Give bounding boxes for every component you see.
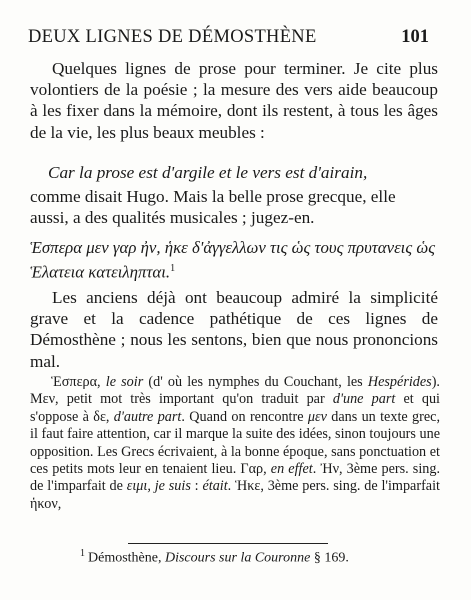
- note-segment: dans un texte grec, il faut faire attention, car il marque la suite des idées, sinon toujours une opposition. Les Grecs écrivaient, à la bonne époque, sans ponctuation et ces petits mots leur en tenaient lieu. Γαρ,: [30, 408, 440, 478]
- note-segment: était: [202, 478, 228, 495]
- paragraph-3: [30, 287, 438, 372]
- running-title: DEUX LIGNES DE DÉMOSTHÈNE: [28, 27, 317, 47]
- note-segment: Hespérides: [367, 374, 432, 390]
- note-segment: . Ἡκε, 3ème pers. sing. de l'imparfait ἡκον,: [30, 478, 440, 512]
- note-segment: le soir: [105, 374, 144, 390]
- note-segment: d'une part: [332, 391, 396, 408]
- footnote: [80, 548, 460, 567]
- note-segment: :: [190, 478, 203, 495]
- footnote-divider: [128, 543, 328, 544]
- note-segment: . Ἠν, 3ème pers. sing. de l'imparfait de: [30, 461, 440, 495]
- note-segment: en effet: [270, 461, 313, 478]
- paragraph-2: comme disait Hugo. Mais la belle prose grecque, elle aussi, a des qualités musicales ; jugez-en.: [30, 187, 396, 228]
- note-segment: . Quand on rencontre: [181, 408, 308, 425]
- greek-passage: [30, 237, 438, 283]
- paragraph-3-text: Les anciens déjà ont beaucoup admiré la simplicité grave et la cadence pathétique de ces lignes de Démosthène ; nous les sentons, bien que nous prononcions mal.: [30, 288, 438, 371]
- footnote-mark: 1: [80, 548, 85, 559]
- footnote-text: Démosthène,: [88, 550, 165, 566]
- footnote-work-title: Discours sur la Couronne: [164, 550, 311, 566]
- paragraph-1-text: Quelques lignes de prose pour terminer. Je cite plus volontiers de la poésie ; la mesure des vers aide beaucoup à les fixer dans la mémoire, dont ils restent, à tous les âges de la vie, les plus beaux meubles :: [30, 59, 438, 142]
- note-segment: d'autre part: [113, 408, 182, 425]
- note-segment: Ἑσπερα,: [51, 374, 106, 390]
- footnote-reference: 1: [170, 263, 176, 274]
- vocabulary-notes: [30, 374, 440, 513]
- running-header: [0, 27, 471, 49]
- note-segment: et qui s'oppose à δε,: [30, 391, 440, 425]
- greek-text: Ἑσπερα μεν γαρ ἠν, ἡκε δ'ἀγγελλων τις ὡς τους πρυτανεις ὡς Ἑλατεια κατειληπται.: [30, 238, 436, 282]
- note-segment: ειμι, je suis: [126, 478, 191, 495]
- note-segment: μεν: [307, 408, 327, 425]
- paragraph-1: [30, 58, 438, 143]
- footnote-section: § 169.: [310, 550, 349, 566]
- hugo-quote: Car la prose est d'argile et le vers est d'airain,: [48, 163, 368, 182]
- page-number: 101: [401, 27, 429, 47]
- note-segment: ). Μεν, petit mot très important qu'on traduit par: [30, 374, 440, 408]
- note-segment: (d' où les nymphes du Couchant, les: [143, 374, 368, 390]
